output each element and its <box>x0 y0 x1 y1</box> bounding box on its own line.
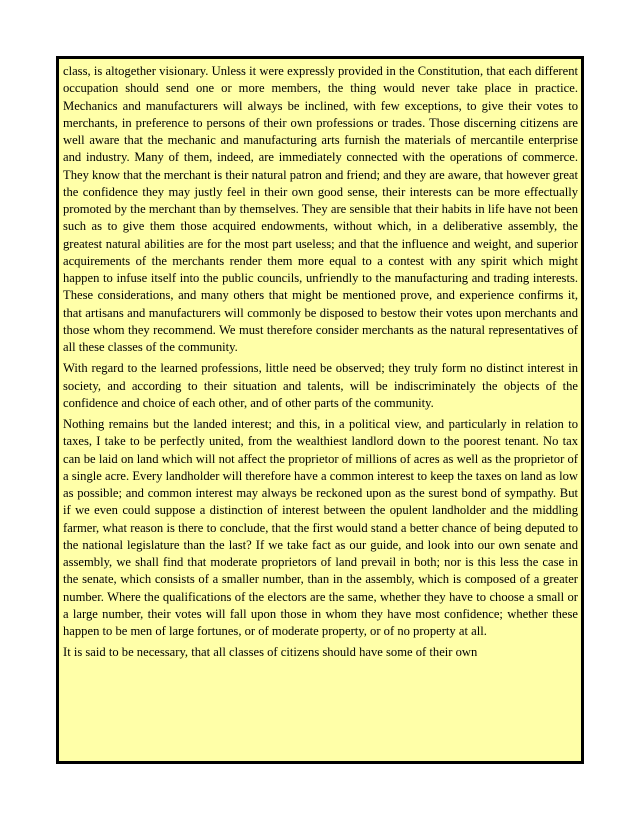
paragraph-4: It is said to be necessary, that all classes of citizens should have some of their own <box>63 645 478 660</box>
page-frame <box>56 56 584 764</box>
text-column <box>63 63 578 666</box>
paragraph-1: class, is altogether visionary. Unless it were expressly provided in the Constitution, that each different occupation should send one or more members, the thing would never take place in practice. Mechanics and manufacturers will always be inclined, with few exceptions, to give their votes to merchants, in preference to persons of their own professions or trades. Those discerning citizens are well aware that the mechanic and manufacturing arts furnish the materials of mercantile enterprise and industry. Many of them, indeed, are immediately connected with the operations of commerce. They know that the merchant is their natural patron and friend; and they are aware, that however great the confidence they may justly feel in their own good sense, their interests can be more effectually promoted by the merchant than by themselves. They are sensible that their habits in life have not been such as to give them those acquired endowments, without which, in a deliberative assembly, the greatest natural abilities are for the most part useless; and that the influence and weight, and superior acquirements of the merchants render them more equal to a contest with any spirit which might happen to infuse itself into the public councils, unfriendly to the manufacturing and trading interests. These considerations, and many others that might be mentioned prove, and experience confirms it, that artisans and manufacturers will commonly be disposed to bestow their votes upon merchants and those whom they recommend. We must therefore consider merchants as the natural representatives of all these classes of the community. <box>63 64 578 354</box>
paragraph-3: Nothing remains but the landed interest; and this, in a political view, and particularly in relation to taxes, I take to be perfectly united, from the wealthiest landlord down to the poorest tenant. No tax can be laid on land which will not affect the proprietor of millions of acres as well as the proprietor of a single acre. Every landholder will therefore have a common interest to keep the taxes on land as low as possible; and common interest may always be reckoned upon as the surest bond of sympathy. But if we even could suppose a distinction of interest between the opulent landholder and the middling farmer, what reason is there to conclude, that the first would stand a better chance of being deputed to the national legislature than the last? If we take fact as our guide, and look into our own senate and assembly, we shall find that moderate proprietors of land prevail in both; nor is this less the case in the senate, which consists of a smaller number, than in the assembly, which is composed of a greater number. Where the qualifications of the electors are the same, whether they have to choose a small or a large number, their votes will fall upon those in whom they have most confidence; whether these happen to be men of large fortunes, or of moderate property, or of no property at all. <box>63 417 578 638</box>
paragraph-2: With regard to the learned professions, little need be observed; they truly form no distinct interest in society, and according to their situation and talents, will be indiscriminately the objects of the confidence and choice of each other, and of other parts of the community. <box>63 361 578 410</box>
